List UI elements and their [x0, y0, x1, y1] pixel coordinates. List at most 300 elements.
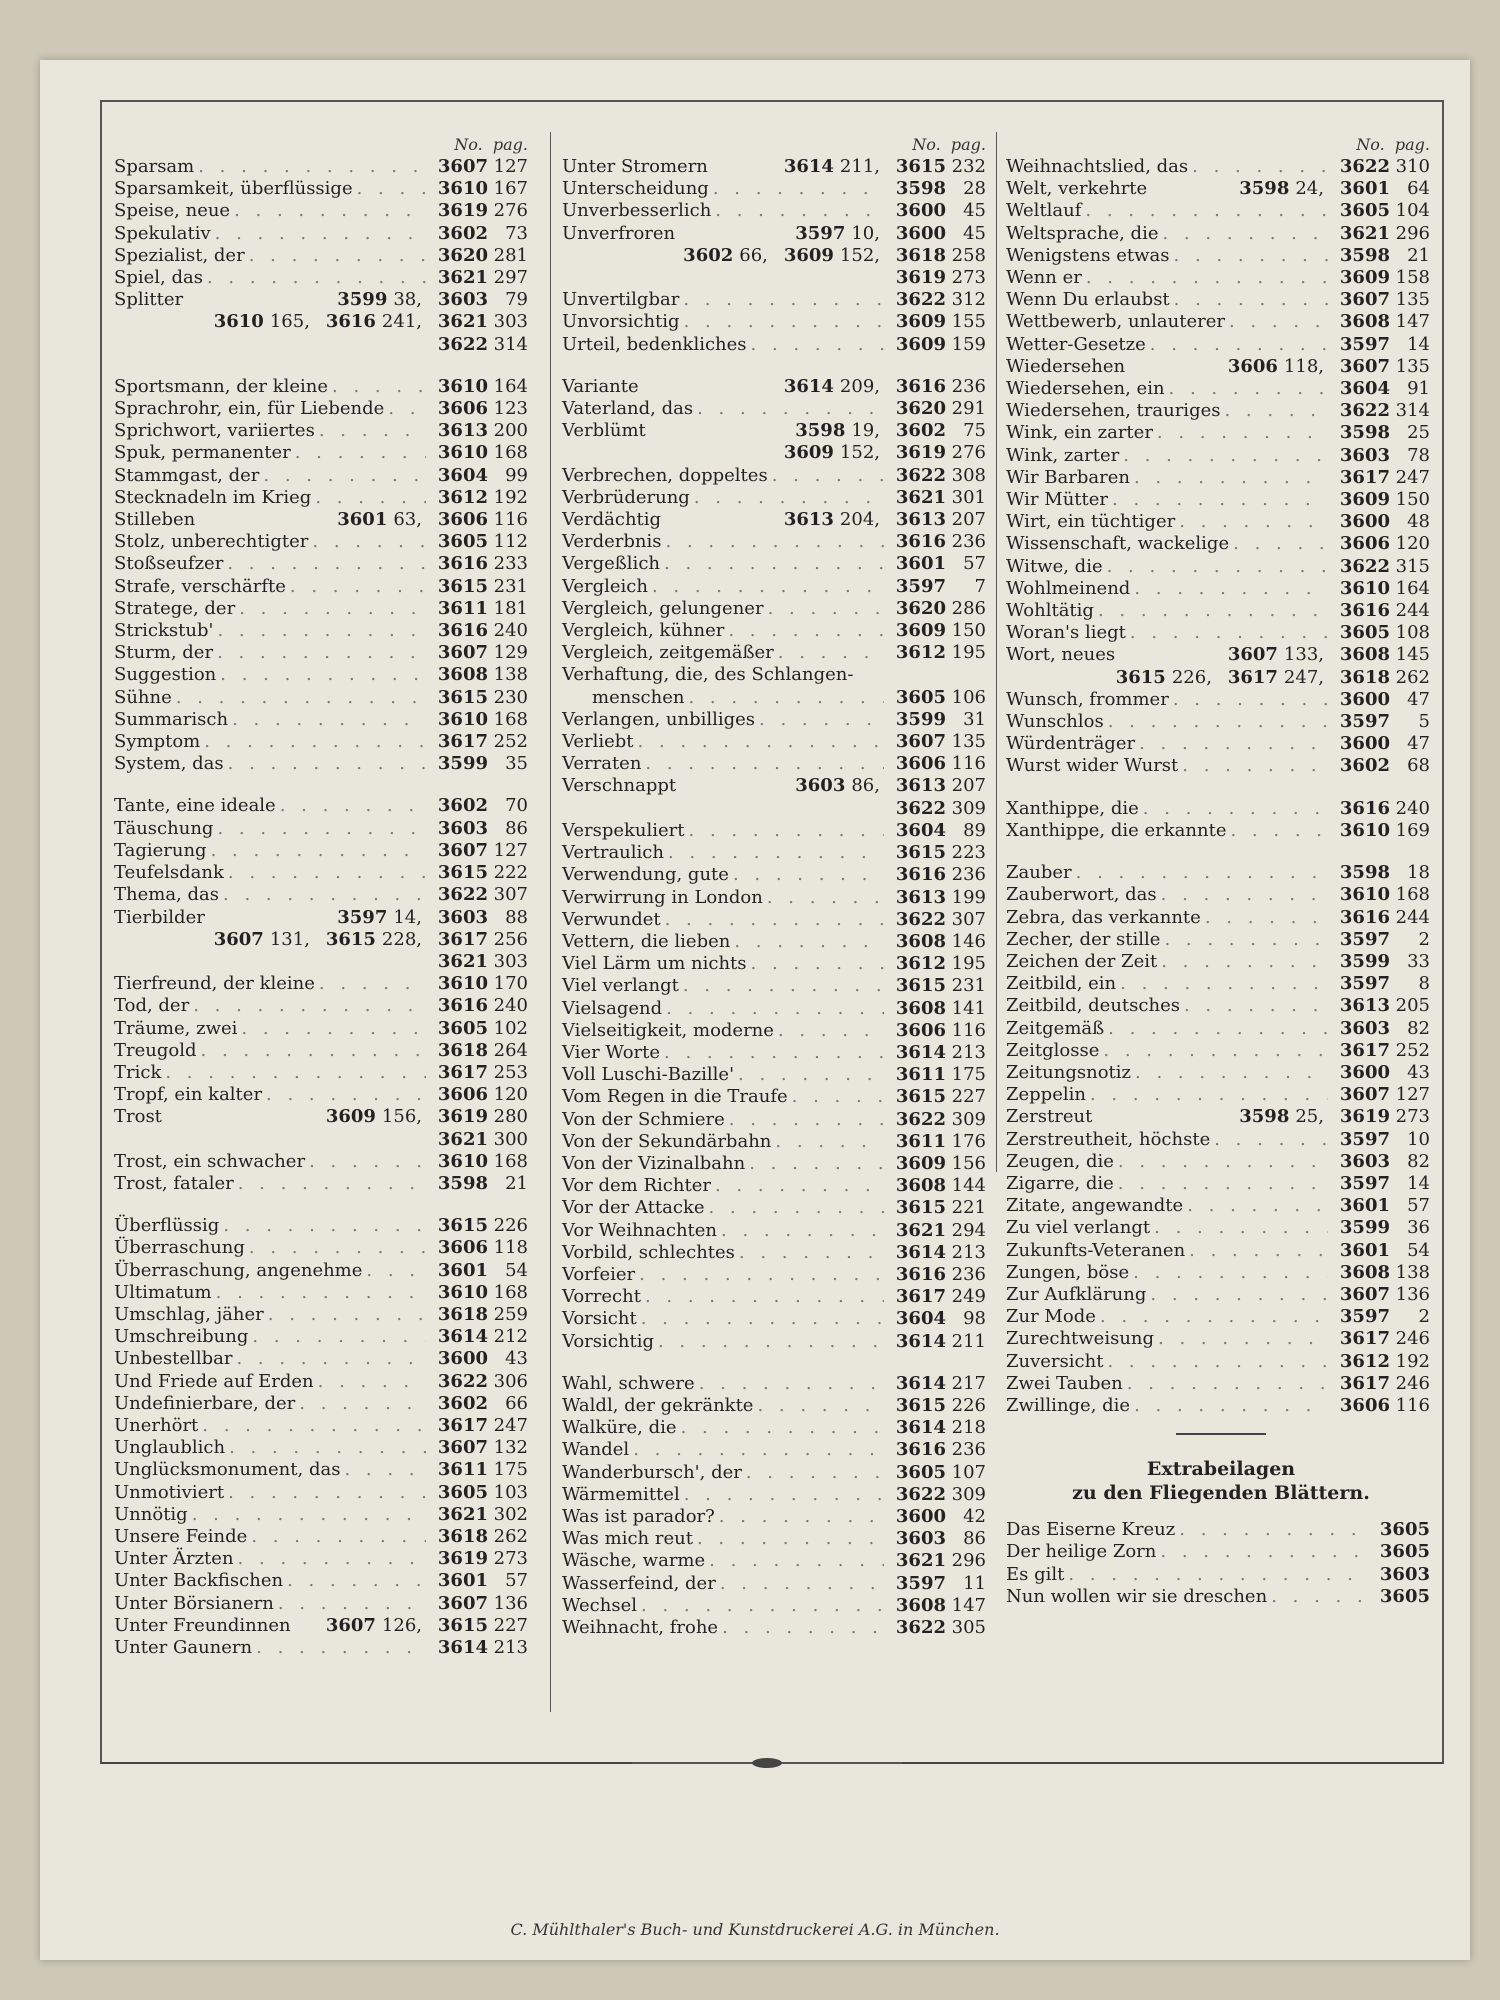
issue-number: 3614 [895, 1241, 946, 1263]
page-number: 126, [381, 1614, 422, 1636]
page-number: 91 [1407, 378, 1430, 400]
leader-dots [1100, 1306, 1328, 1328]
index-entry [114, 398, 534, 420]
page-number: 43 [505, 1348, 528, 1370]
page-number: 175 [493, 1459, 528, 1481]
entry-title: Sparsam [114, 156, 195, 177]
entry-title: Zitate, angewandte [1006, 1195, 1184, 1217]
issue-number: 3600 [895, 200, 946, 222]
issue-number: 3622 [1339, 555, 1390, 577]
index-entry [562, 931, 992, 953]
issue-number: 3622 [895, 797, 946, 819]
page-number: 68 [1407, 755, 1430, 777]
leader-dots [204, 731, 426, 753]
page-number: 231 [493, 575, 528, 597]
issue-number: 3597 [895, 575, 946, 597]
page-number: 256 [493, 928, 528, 950]
page-number: 54 [505, 1259, 528, 1281]
leader-dots [228, 1482, 426, 1504]
index-entry [562, 864, 992, 886]
page-number: 102 [493, 1017, 528, 1039]
index-entry [562, 487, 992, 509]
page-number: 45 [963, 222, 986, 244]
leader-dots [234, 200, 426, 222]
entry-title: Vertraulich [562, 842, 664, 864]
page-number: 273 [951, 267, 986, 289]
issue-number: 3621 [437, 1128, 488, 1150]
issue-number: 3605 [437, 1017, 488, 1039]
leader-dots [1187, 1195, 1328, 1217]
leader-dots [757, 1395, 884, 1417]
leader-dots [697, 398, 884, 420]
entry-title: Wink, ein zarter [1006, 422, 1153, 444]
issue-number: 3606 [895, 753, 946, 775]
leader-dots [749, 1153, 884, 1175]
leader-dots [1139, 733, 1328, 755]
page-number: 309 [951, 797, 986, 819]
page-number: 233 [493, 553, 528, 575]
issue-number: 3607 [1339, 355, 1390, 377]
issue-number: 3599 [1339, 950, 1390, 972]
entry-title: Unter Stromern [562, 156, 708, 177]
entry-title: Ultimatum [114, 1281, 212, 1303]
page-number: 7 [974, 575, 986, 597]
issue-number: 3611 [437, 597, 488, 619]
entry-title: Vergleich [562, 575, 648, 597]
issue-number: 3602 [1339, 755, 1390, 777]
page-number: 309 [951, 1483, 986, 1505]
leader-dots [638, 731, 884, 753]
issue-number: 3603 [1339, 1017, 1390, 1039]
index-entry [1006, 1328, 1436, 1350]
index-entry [114, 1482, 534, 1504]
index-entry [1006, 533, 1436, 555]
page-number: 303 [493, 311, 528, 333]
page-number: 294 [951, 1219, 986, 1241]
issue-number: 3608 [895, 930, 946, 952]
index-entry [114, 509, 534, 531]
entry-title: Trost, ein schwacher [114, 1150, 306, 1172]
entry-title: Speise, neue [114, 200, 231, 222]
issue-number: 3619 [895, 267, 946, 289]
leader-dots [645, 1286, 884, 1308]
index-entry [114, 531, 534, 553]
entry-title: Trost, fataler [114, 1172, 234, 1194]
entry-title: Vergleich, kühner [562, 620, 725, 642]
extra-entry [1006, 1586, 1436, 1608]
entry-title: Überflüssig [114, 1215, 220, 1237]
entry-title: Wurst wider Wurst [1006, 755, 1179, 777]
page-number: 107 [951, 1461, 986, 1483]
issue-number: 3607 [1339, 1084, 1390, 1106]
page-number: 276 [951, 442, 986, 464]
index-entry [114, 156, 534, 178]
issue-number: 3607 [437, 1592, 488, 1614]
entry-title: Spekulativ [114, 222, 211, 244]
leader-dots [1179, 1519, 1368, 1541]
entry-title: Wäsche, warme [562, 1550, 706, 1572]
issue-number: 3622 [895, 1483, 946, 1505]
leader-dots [176, 687, 426, 709]
page-number: 175 [951, 1064, 986, 1086]
issue-number: 3606 [895, 1019, 946, 1041]
issue-number: 3604 [895, 819, 946, 841]
page-number: 118, [1283, 355, 1324, 377]
index-entry [114, 376, 534, 398]
entry-title: Zwei Tauben [1006, 1372, 1123, 1394]
page-number: 286 [951, 597, 986, 619]
entry-title: menschen [592, 686, 685, 708]
issue-number: 3616 [895, 375, 946, 397]
leader-dots [683, 289, 884, 311]
leader-dots [1134, 578, 1328, 600]
leader-dots [215, 223, 426, 245]
index-entry [562, 245, 992, 267]
page-number: 168 [493, 442, 528, 464]
leader-dots [1162, 223, 1328, 245]
issue-number: 3615 [895, 156, 946, 177]
index-entry [1006, 356, 1436, 378]
page-number: 259 [493, 1303, 528, 1325]
index-entry [562, 998, 992, 1020]
page-number: 98 [963, 1308, 986, 1330]
page-number: 86, [851, 775, 880, 797]
index-entry [114, 1326, 534, 1348]
issue-number: 3598 [1339, 244, 1390, 266]
entry-title: Verschnappt [562, 775, 677, 797]
leader-dots [767, 887, 884, 909]
entry-title: Tropf, ein kalter [114, 1084, 263, 1106]
leader-dots [1112, 489, 1328, 511]
issue-number: 3621 [437, 950, 488, 972]
page-number: 281 [493, 244, 528, 266]
page-number: 57 [505, 1570, 528, 1592]
page-number: 21 [1407, 244, 1430, 266]
index-entry [1006, 223, 1436, 245]
issue-number: 3608 [1339, 311, 1390, 333]
index-entry [1006, 820, 1436, 842]
entry-title: Spuk, permanenter [114, 442, 291, 464]
entry-title: Viel verlangt [562, 975, 679, 997]
leader-dots [1086, 267, 1328, 289]
entry-title: Thema, das [114, 884, 219, 906]
entry-title: Vergeßlich [562, 553, 660, 575]
page-number: 252 [493, 731, 528, 753]
page-number: 226 [493, 1215, 528, 1237]
index-entry [1006, 245, 1436, 267]
issue-number: 3610 [437, 178, 488, 200]
entry-title: Xanthippe, die erkannte [1006, 819, 1227, 841]
index-entry [562, 1042, 992, 1064]
index-entry [562, 1308, 992, 1330]
index-entry [1006, 1018, 1436, 1040]
issue-number: 3621 [895, 1219, 946, 1241]
page-number: 156 [951, 1152, 986, 1174]
page-number: 231 [951, 975, 986, 997]
page-number: 291 [951, 398, 986, 420]
entry-title: Verbrechen, doppeltes [562, 464, 768, 486]
page-number: 33 [1407, 950, 1430, 972]
issue-number: 3612 [895, 642, 946, 664]
page-number: 70 [505, 795, 528, 817]
entry-title: Unnötig [114, 1503, 188, 1525]
leader-dots [1118, 1173, 1328, 1195]
index-entry [114, 1040, 534, 1062]
leader-dots [652, 576, 884, 598]
page-number: 138 [493, 664, 528, 686]
issue-number: 3597 [1339, 1128, 1390, 1150]
entry-title: Treugold [114, 1039, 197, 1061]
page-number: 147 [1395, 311, 1430, 333]
entry-title: Zeichen der Zeit [1006, 950, 1158, 972]
section-gap [562, 1353, 992, 1373]
entry-title: Unter Börsianern [114, 1592, 274, 1614]
leader-dots [165, 1062, 426, 1084]
index-entry [114, 907, 534, 929]
page-number: 54 [1407, 1239, 1430, 1261]
leader-dots [223, 1215, 426, 1237]
issue-number: 3611 [895, 1130, 946, 1152]
leader-dots [720, 1573, 884, 1595]
issue-number: 3615 [895, 1394, 946, 1416]
issue-number: 3608 [895, 1594, 946, 1616]
issue-number: 3622 [1339, 400, 1390, 422]
page-number: 136 [493, 1592, 528, 1614]
issue-number: 3616 [437, 995, 488, 1017]
page-number: 112 [493, 531, 528, 553]
index-entry [114, 245, 534, 267]
leader-dots [633, 1439, 884, 1461]
page-number: 302 [493, 1503, 528, 1525]
leader-dots [249, 1237, 426, 1259]
entry-title: Urteil, bedenkliches [562, 333, 747, 355]
entry-title: Zigarre, die [1006, 1172, 1114, 1194]
index-entry [562, 1175, 992, 1197]
leader-dots [290, 576, 426, 598]
index-entry [1006, 1129, 1436, 1151]
entry-title: Sparsamkeit, überflüssige [114, 178, 353, 200]
page-number: 315 [1395, 555, 1430, 577]
index-entry [1006, 600, 1436, 622]
page-number: 217 [951, 1372, 986, 1394]
index-entry [114, 1459, 534, 1481]
entry-title: Wunschlos [1006, 711, 1104, 733]
index-entry [114, 465, 534, 487]
index-page [40, 60, 1470, 1960]
leader-dots [1098, 600, 1328, 622]
leader-dots [1182, 755, 1328, 777]
entry-title: Zauberwort, das [1006, 884, 1157, 906]
leader-dots [1154, 1217, 1328, 1239]
index-entry [114, 1548, 534, 1570]
page-number: 66 [505, 1392, 528, 1414]
index-entry [562, 1109, 992, 1131]
page-number: 223 [951, 842, 986, 864]
entry-title: Symptom [114, 731, 201, 753]
index-entry [562, 334, 992, 356]
issue-number: 3620 [437, 244, 488, 266]
issue-number: 3615 [437, 1215, 488, 1237]
page-number: 129 [493, 642, 528, 664]
page-number: 213 [951, 1241, 986, 1263]
leader-dots [715, 1175, 884, 1197]
index-entry [1006, 689, 1436, 711]
index-entry [114, 1304, 534, 1326]
issue-number: 3600 [1339, 1061, 1390, 1083]
entry-title: Teufelsdank [114, 862, 224, 884]
page-number: 253 [493, 1061, 528, 1083]
entry-title: Es gilt [1006, 1563, 1065, 1585]
entry-title: Sprachrohr, ein, für Liebende [114, 398, 385, 420]
issue-number: 3613 [895, 886, 946, 908]
leader-dots [1174, 245, 1329, 267]
leader-dots [239, 598, 426, 620]
page-number: 273 [1395, 1106, 1430, 1128]
entry-title: Unter Backfischen [114, 1570, 284, 1592]
entry-title: Verbrüderung [562, 486, 690, 508]
leader-dots [1107, 556, 1328, 578]
index-entry [114, 223, 534, 245]
column-header: No. pag. [454, 135, 528, 154]
index-entry [562, 465, 992, 487]
page-number: 314 [493, 333, 528, 355]
index-entry [1006, 667, 1436, 689]
leader-dots [228, 753, 426, 775]
issue-number: 3617 [1339, 1328, 1390, 1350]
issue-number: 3622 [895, 908, 946, 930]
page-number: 181 [493, 597, 528, 619]
page-number: 2 [1418, 928, 1430, 950]
column-rule [996, 132, 997, 1172]
leader-dots [299, 1393, 426, 1415]
leader-dots [1158, 1328, 1328, 1350]
index-entry [114, 1637, 534, 1659]
leader-dots [1090, 1084, 1328, 1106]
index-entry [114, 1062, 534, 1084]
page-number: 150 [951, 620, 986, 642]
page-number: 306 [493, 1370, 528, 1392]
issue-number: 3606 [437, 398, 488, 420]
page-number: 106 [951, 686, 986, 708]
leader-dots [1123, 445, 1328, 467]
page-number: 247 [493, 1414, 528, 1436]
leader-dots [722, 1617, 884, 1639]
index-entry [1006, 733, 1436, 755]
entry-title: Walküre, die [562, 1417, 677, 1439]
issue-number: 3598 [437, 1172, 488, 1194]
page-number: 136 [1395, 1283, 1430, 1305]
leader-dots [295, 442, 426, 464]
page-number: 199 [951, 886, 986, 908]
issue-number: 3606 [437, 1237, 488, 1259]
issue-number: 3609 [783, 442, 834, 464]
leader-dots [1150, 334, 1328, 356]
leader-dots [318, 1371, 426, 1393]
entry-title: Zeppelin [1006, 1084, 1086, 1106]
entry-title: Nun wollen wir sie dreschen [1006, 1585, 1268, 1607]
index-entry [1006, 334, 1436, 356]
leader-dots [357, 178, 426, 200]
index-entry [562, 975, 992, 997]
index-entry [562, 376, 992, 398]
page-number: 14 [1407, 333, 1430, 355]
page-number: 244 [1395, 600, 1430, 622]
index-entry [114, 200, 534, 222]
index-entry [562, 420, 992, 442]
leader-dots [683, 975, 884, 997]
entry-title: Xanthippe, die [1006, 797, 1139, 819]
index-entry [1006, 1351, 1436, 1373]
issue-number: 3619 [1339, 1106, 1390, 1128]
leader-dots [733, 864, 884, 886]
page-number: 309 [951, 1108, 986, 1130]
issue-number: 3601 [437, 1570, 488, 1592]
entry-title: Zur Mode [1006, 1306, 1096, 1328]
issue-number: 3610 [437, 1150, 488, 1172]
issue-number: 3602 [437, 795, 488, 817]
page-number: 252 [1395, 1039, 1430, 1061]
leader-dots [666, 531, 885, 553]
issue-number: 3621 [437, 1503, 488, 1525]
index-entry [114, 951, 534, 973]
page-number: 103 [493, 1481, 528, 1503]
page-number: 226 [951, 1394, 986, 1416]
extrabeilagen-subtitle: zu den Fliegenden Blättern. [1072, 1482, 1370, 1505]
leader-dots [1130, 622, 1328, 644]
index-entry [562, 953, 992, 975]
issue-number: 3622 [895, 1617, 946, 1638]
entry-title: Weihnachtslied, das [1006, 156, 1189, 177]
index-entry [114, 1173, 534, 1195]
index-entry [114, 178, 534, 200]
entry-title: Zungen, böse [1006, 1261, 1130, 1283]
index-entry [1006, 755, 1436, 777]
page-number: 258 [951, 244, 986, 266]
issue-number: 3621 [1339, 222, 1390, 244]
page-number: 273 [493, 1548, 528, 1570]
page-number: 132 [493, 1437, 528, 1459]
leader-dots [315, 487, 426, 509]
leader-dots [198, 156, 426, 178]
entry-title: Wohltätig [1006, 600, 1094, 622]
index-entry [1006, 556, 1436, 578]
entry-title: Umschlag, jäher [114, 1303, 264, 1325]
issue-number: 3607 [437, 156, 488, 177]
issue-number: 3610 [437, 1281, 488, 1303]
leader-dots [211, 840, 426, 862]
page-number: 36 [1407, 1217, 1430, 1239]
page-number: 5 [1418, 711, 1430, 733]
page-number: 296 [951, 1550, 986, 1572]
leader-dots [227, 553, 426, 575]
leader-dots [1076, 862, 1328, 884]
entry-title: Splitter [114, 289, 184, 311]
index-entry [562, 1439, 992, 1461]
index-entry [114, 1215, 534, 1237]
index-entry [114, 862, 534, 884]
index-entry [1006, 156, 1436, 178]
index-entry [114, 1371, 534, 1393]
index-entry [1006, 711, 1436, 733]
entry-title: Und Friede auf Erden [114, 1370, 314, 1392]
issue-number: 3607 [325, 1614, 376, 1636]
issue-number: 3617 [437, 731, 488, 753]
index-entry [562, 1286, 992, 1308]
page-number: 152, [839, 442, 880, 464]
leader-dots [694, 487, 884, 509]
entry-title: Unbestellbar [114, 1348, 233, 1370]
index-entry [562, 1064, 992, 1086]
